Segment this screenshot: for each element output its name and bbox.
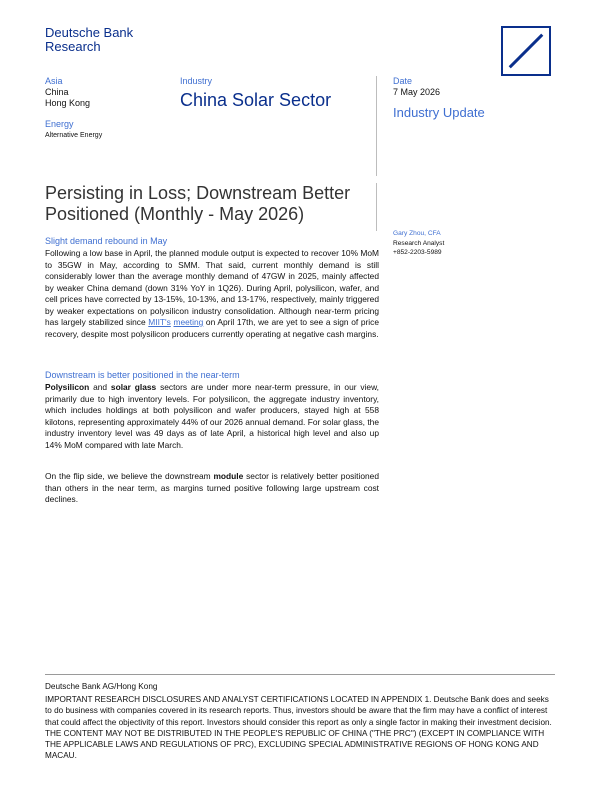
sector-label: Energy	[45, 119, 74, 129]
analyst-role: Research Analyst	[393, 239, 445, 247]
paragraph-text: on April 17th, we are yet to see a sign of price recovery, despite most polysilicon producers currently operating at negative cash margins.	[45, 317, 379, 339]
sector-value: Alternative Energy	[45, 132, 103, 139]
region-label: Asia	[45, 76, 63, 86]
analyst-phone: +852-2203-5989	[393, 249, 442, 256]
meeting-link[interactable]: meeting	[173, 317, 204, 327]
footer-rule	[45, 674, 555, 675]
divider	[376, 183, 377, 231]
date-value: 7 May 2026	[393, 87, 441, 97]
brand-subtitle: Research	[45, 39, 101, 54]
brand-name: Deutsche Bank	[45, 25, 134, 40]
section-paragraph	[45, 248, 379, 340]
industry-block	[180, 76, 331, 111]
paragraph-text: Following a low base in April, the planned module output is expected to recover 10% MoM to 35GW in May, according to SMM. That said, current monthly demand is still considerably lower than the average monthly demand of 47GW in 2025, mainly affected by weaker China demand (down 31% YoY in 1Q26). During April, polysilicon, wafer, and cell prices have corrected by 13-15%, 10-13%, and 13-17%, respectively, mainly triggered by weaker expectations on polysilicon industry consolidation. Although near-term pricing has largely stabilized since	[45, 248, 379, 327]
region-value: Hong Kong	[45, 98, 91, 108]
section-heading: Downstream is better positioned in the near-term	[45, 370, 240, 380]
footer-entity: Deutsche Bank AG/Hong Kong	[45, 682, 158, 691]
report-type: Industry Update	[393, 105, 485, 120]
date-label: Date	[393, 76, 413, 86]
date-block	[393, 76, 485, 121]
region-value: China	[45, 87, 69, 97]
industry-name: China Solar Sector	[180, 90, 332, 110]
analyst-block	[393, 229, 444, 258]
paragraph-text: sector is relatively better positioned than others in the near term, as margins turned positive following large upstream cost declines.	[45, 471, 379, 504]
deutsche-bank-logo-icon	[501, 26, 551, 76]
miit-link[interactable]: MIIT's	[148, 317, 171, 327]
section-heading: Slight demand rebound in May	[45, 236, 168, 246]
bold-term: solar glass	[110, 382, 157, 392]
paragraph-text: sectors are under more near-term pressure, in our view, primarily due to high inventory levels. For polysilicon, the aggregate industry inventory, which includes holdings at both polysilicon and wafer producers, stayed high at 558 kilotons, representing approximately 44% of our 2026 annual demand. For solar glass, the industry inventory level was 49 days as of late April, a historical high level and also up 14% MoM compared with late March.	[45, 382, 379, 450]
title-line: Positioned (Monthly - May 2026)	[45, 204, 305, 224]
analyst-name[interactable]: Gary Zhou, CFA	[393, 230, 441, 237]
bold-term: Polysilicon	[45, 382, 90, 392]
paragraph-text: On the flip side, we believe the downstream	[45, 471, 214, 481]
left-meta	[45, 76, 102, 140]
title-line: Persisting in Loss; Downstream Better	[45, 183, 351, 203]
disclosure-text: IMPORTANT RESEARCH DISCLOSURES AND ANALYST CERTIFICATIONS LOCATED IN APPENDIX 1. Deutsche Bank does and seeks to do business with companies covered in its research reports. Thus, investors should be aware that the firm may have a conflict of interest that could affect the objectivity of this report. Investors should consider this report as only a single factor in making their investment decision. THE CONTENT MAY NOT BE DISTRIBUTED IN THE PEOPLE'S REPUBLIC OF CHINA ("THE PRC") (EXCEPT IN COMPLIANCE WITH THE APPLICABLE LAWS AND REGULATIONS OF PRC), EXCLUDING SPECIAL ADMINISTRATIVE REGIONS OF HONG KONG AND MACAU.	[45, 695, 552, 761]
paragraph-text: and	[89, 382, 111, 392]
section-paragraph	[45, 471, 379, 506]
divider	[376, 76, 377, 176]
brand	[45, 26, 133, 54]
industry-label: Industry	[180, 76, 213, 86]
report-title	[45, 183, 375, 225]
section-paragraph	[45, 382, 379, 451]
bold-term: module	[213, 471, 244, 481]
